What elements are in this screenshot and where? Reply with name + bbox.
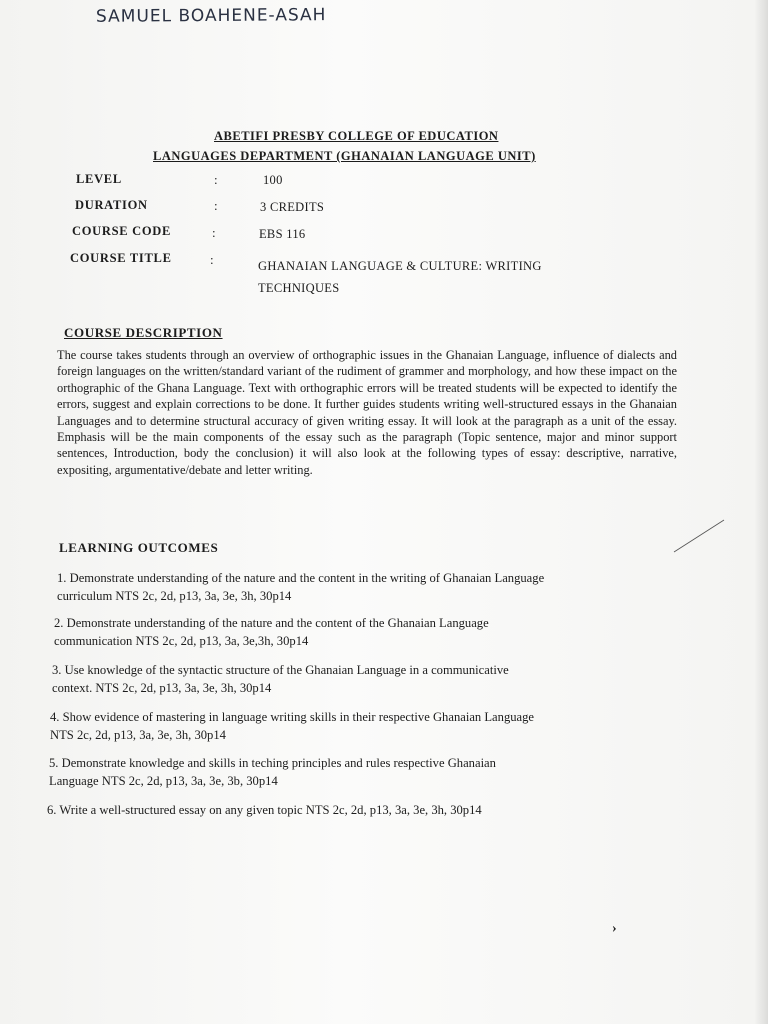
course-description-heading: COURSE DESCRIPTION: [64, 325, 223, 340]
learning-outcome-4: [50, 708, 690, 744]
learning-outcomes-heading: LEARNING OUTCOMES: [59, 540, 219, 555]
outcome-6-line1: 6. Write a well-structured essay on any given topic NTS 2c, 2d, p13, 3a, 3e, 3h, 30p14: [47, 803, 482, 817]
course-code-label: COURSE CODE: [72, 224, 172, 238]
handwritten-name: SAMUEL BOAHENE-ASAH: [95, 5, 327, 27]
outcome-2-line1: 2. Demonstrate understanding of the nature and the content of the Ghanaian Language: [54, 616, 489, 630]
course-title-value-cont: TECHNIQUES: [258, 281, 340, 295]
outcome-3-line1: 3. Use knowledge of the syntactic structure of the Ghanaian Language in a communicative: [52, 663, 509, 677]
level-value: 100: [263, 173, 283, 187]
course-title-value: GHANAIAN LANGUAGE & CULTURE: WRITING: [258, 259, 542, 273]
level-colon: :: [214, 172, 218, 187]
department-name: LANGUAGES DEPARTMENT (GHANAIAN LANGUAGE UNIT): [153, 149, 536, 163]
stray-mark: ›: [612, 921, 617, 936]
outcome-1-line2: curriculum NTS 2c, 2d, p13, 3a, 3e, 3h, 30p14: [57, 589, 292, 603]
outcome-3-line2: context. NTS 2c, 2d, p13, 3a, 3e, 3h, 30p14: [52, 681, 272, 695]
pen-stroke-mark: [672, 512, 732, 556]
outcome-5-line2: Language NTS 2c, 2d, p13, 3a, 3e, 3b, 30p14: [49, 774, 278, 788]
duration-value: 3 CREDITS: [260, 200, 325, 214]
duration-colon: :: [214, 198, 218, 213]
page-edge-shadow: [754, 0, 768, 1024]
course-code-colon: :: [212, 225, 216, 240]
course-title-label: COURSE TITLE: [70, 251, 172, 265]
outcome-4-line2: NTS 2c, 2d, p13, 3a, 3e, 3h, 30p14: [50, 728, 226, 742]
outcome-2-line2: communication NTS 2c, 2d, p13, 3a, 3e,3h, 30p14: [54, 634, 309, 648]
outcome-4-line1: 4. Show evidence of mastering in language writing skills in their respective Ghanaian Language: [50, 710, 535, 724]
outcome-5-line1: 5. Demonstrate knowledge and skills in teching principles and rules respective Ghanaian: [49, 756, 496, 770]
course-code-value: EBS 116: [259, 227, 306, 241]
learning-outcome-6: [47, 801, 687, 819]
learning-outcome-5: [49, 754, 689, 790]
outcome-1-line1: 1. Demonstrate understanding of the nature and the content in the writing of Ghanaian Language: [57, 571, 545, 585]
course-description-text: The course takes students through an overview of orthographic issues in the Ghanaian Language, influence of dialects and foreign languages on the written/standard variant of the rudiment of grammer and morphology, and how these impact on the orthographic of the Ghana Language. Text with orthographic errors will be treated students will be expected to identify the errors, suggest and explain corrections to be done. It further guides students writing well-structured essays in the Ghanaian Languages and to determine structural accuracy of given writing essay. It will look at the paragraph as a unit of the essay. Emphasis will be the main components of the essay such as the paragraph (Topic sentence, major and minor support sentences, Introduction, body the conclusion) it will also look at the following types of essay: descriptive, narrative, expositing, argumentative/debate and letter writing.: [57, 348, 677, 477]
duration-label: DURATION: [75, 198, 148, 212]
learning-outcome-1: [57, 569, 697, 605]
learning-outcome-2: [54, 614, 694, 650]
learning-outcome-3: [52, 661, 692, 697]
course-title-colon: :: [210, 252, 214, 267]
college-name: ABETIFI PRESBY COLLEGE OF EDUCATION: [214, 129, 499, 143]
level-label: LEVEL: [76, 172, 122, 186]
